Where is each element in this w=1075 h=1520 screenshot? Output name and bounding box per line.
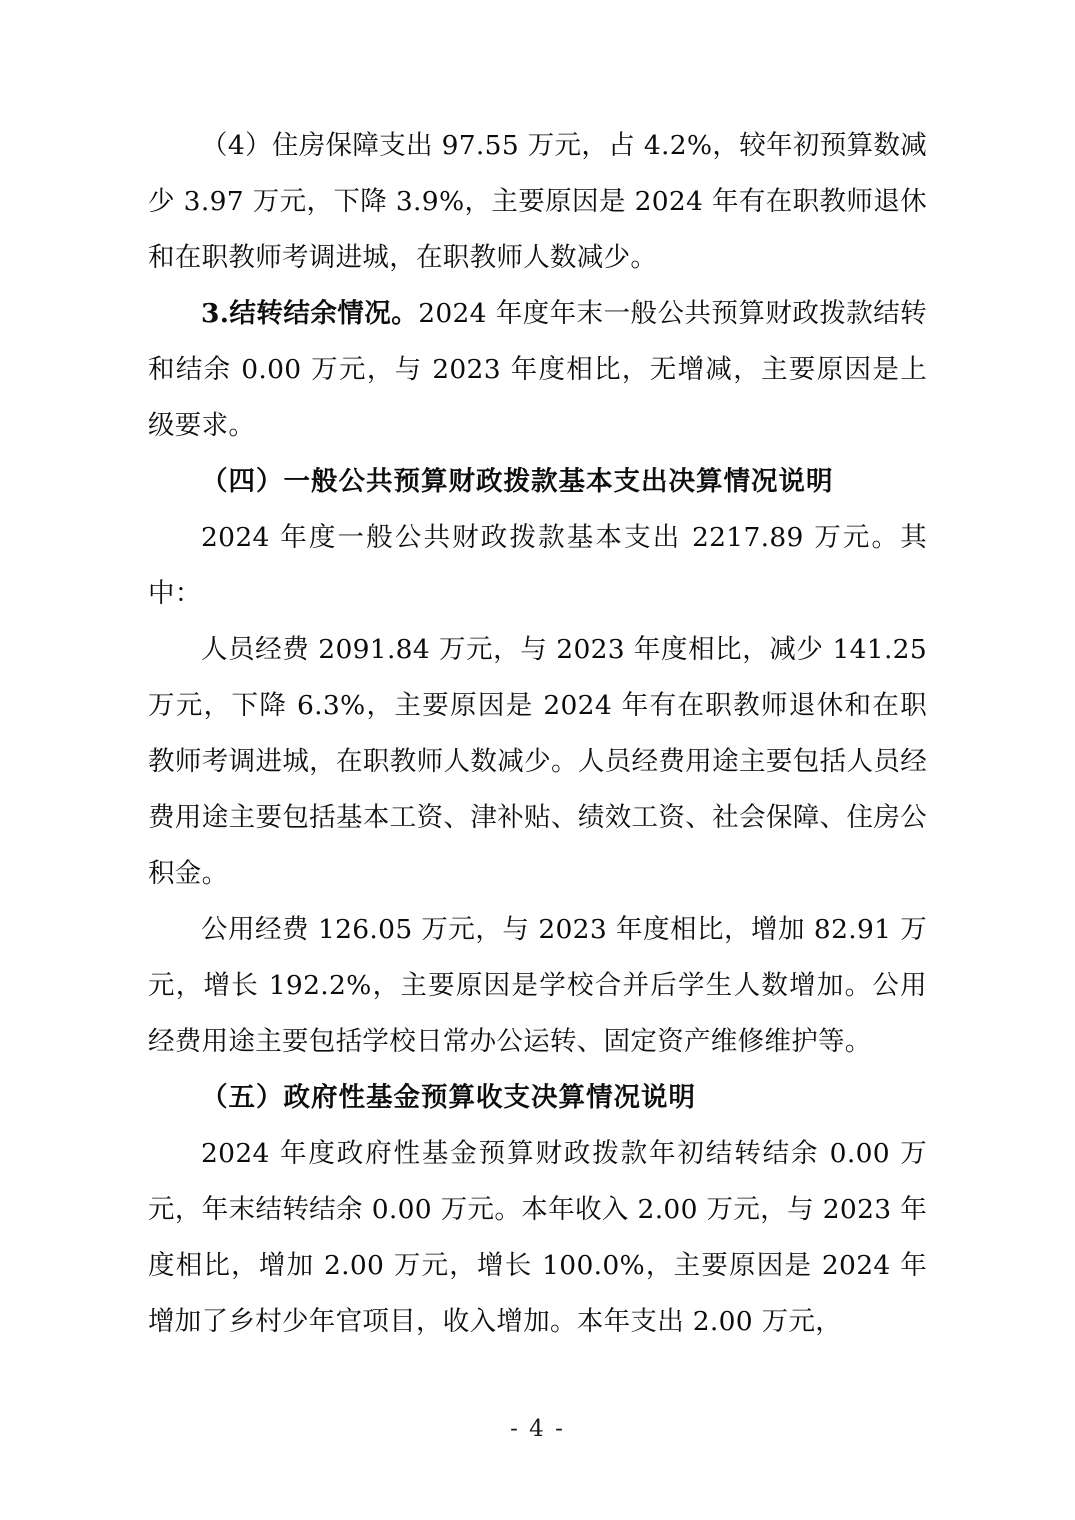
paragraph-carryover-balance [148, 286, 927, 454]
paragraph-carryover-balance-lead: 3.结转结余情况。 [201, 298, 419, 329]
heading-section-four: （四）一般公共预算财政拨款基本支出决算情况说明 [201, 466, 834, 497]
paragraph-housing-security-expenditure: （4）住房保障支出 97.55 万元，占 4.2%，较年初预算数减少 3.97 万元，下降 3.9%，主要原因是 2024 年有在职教师退休和在职教师考调进城，在职教师人数减少。 [148, 130, 927, 273]
paragraph-personnel-expenses: 人员经费 2091.84 万元，与 2023 年度相比，减少 141.25 万元，下降 6.3%，主要原因是 2024 年有在职教师退休和在职教师考调进城，在职教师人数减少。人员经费用途主要包括人员经费用途主要包括基本工资、津补贴、绩效工资、社会保障、住房公积金。 [148, 634, 927, 889]
document-body [148, 118, 927, 1350]
paragraph-government-fund-budget: 2024 年度政府性基金预算财政拨款年初结转结余 0.00 万元，年末结转结余 0.00 万元。本年收入 2.00 万元，与 2023 年度相比，增加 2.00 万元，增长 100.0%，主要原因是 2024 年增加了乡村少年官项目，收入增加。本年支出 2.00 万元， [148, 1138, 927, 1337]
paragraph-basic-expenditure-total: 2024 年度一般公共财政拨款基本支出 2217.89 万元。其中： [148, 522, 927, 609]
page-number: - 4 - [510, 1416, 565, 1442]
paragraph-carryover-balance-text: 2024 年度年末一般公共预算财政拨款结转和结余 0.00 万元，与 2023 年度相比，无增减，主要原因是上级要求。 [148, 298, 927, 441]
heading-section-five: （五）政府性基金预算收支决算情况说明 [201, 1082, 696, 1113]
paragraph-public-expenses: 公用经费 126.05 万元，与 2023 年度相比，增加 82.91 万元，增长 192.2%，主要原因是学校合并后学生人数增加。公用经费用途主要包括学校日常办公运转、固定资产维修维护等。 [148, 914, 927, 1057]
